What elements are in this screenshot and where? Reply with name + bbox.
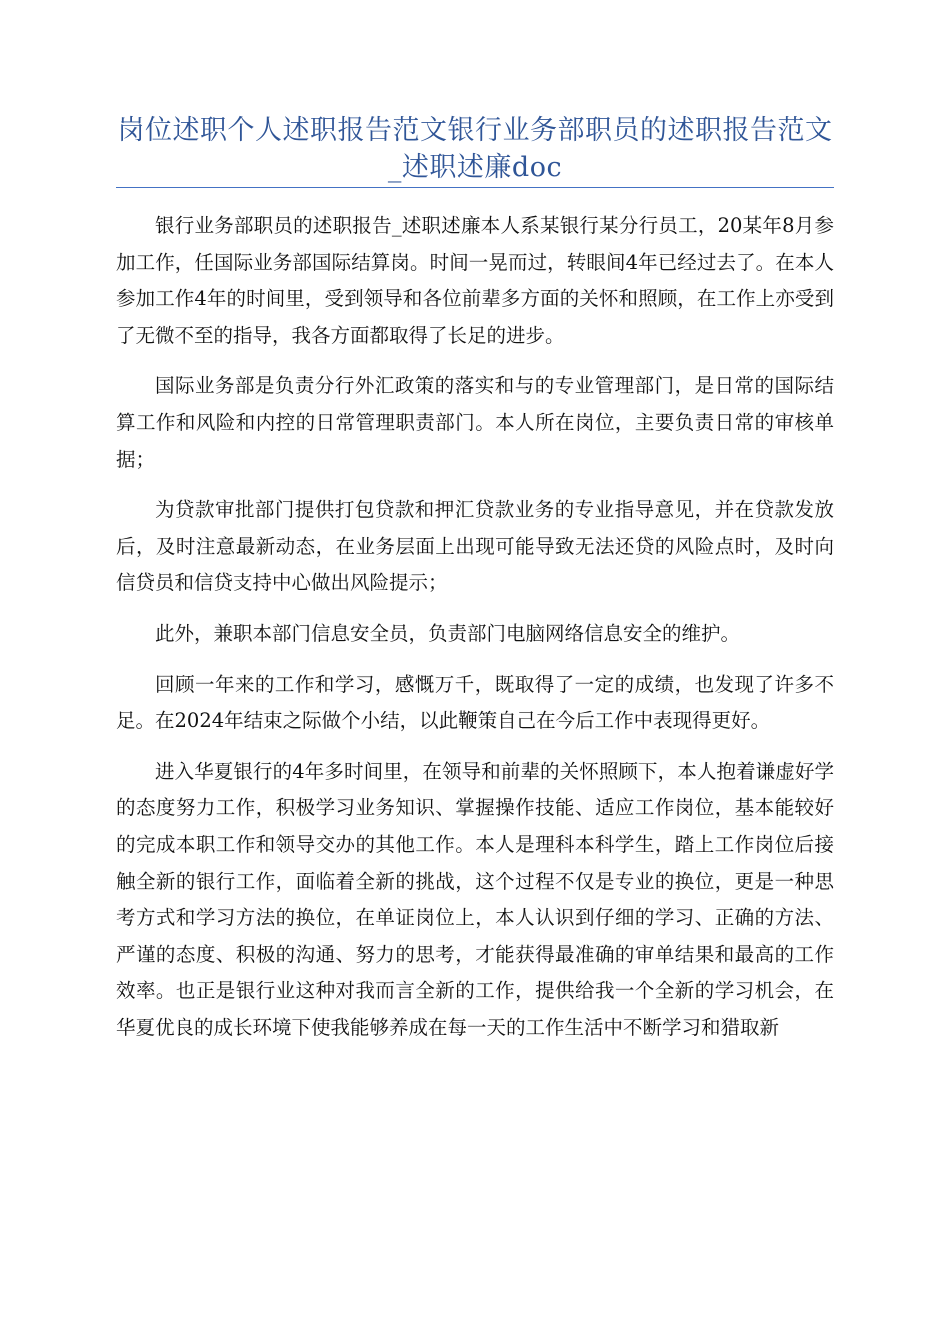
paragraph-1: 银行业务部职员的述职报告_述职述廉本人系某银行某分行员工，20某年8月参加工作，任国际业务部国际结算岗。时间一晃而过，转眼间4年已经过去了。在本人参加工作4年的时间里，受到领导和各位前辈多方面的关怀和照顾，在工作上亦受到了无微不至的指导，我各方面都取得了长足的进步。 [116, 214, 834, 347]
document-body [116, 208, 834, 1060]
document-title: 岗位述职个人述职报告范文银行业务部职员的述职报告范文_述职述廉doc [117, 115, 833, 183]
title-underline [116, 187, 834, 188]
paragraph-5: 回顾一年来的工作和学习，感慨万千，既取得了一定的成绩，也发现了许多不足。在2024年结束之际做个小结，以此鞭策自己在今后工作中表现得更好。 [116, 672, 834, 733]
paragraph-4: 此外，兼职本部门信息安全员，负责部门电脑网络信息安全的维护。 [155, 621, 741, 645]
paragraph-3: 为贷款审批部门提供打包贷款和押汇贷款业务的专业指导意见，并在贷款发放后，及时注意最新动态，在业务层面上出现可能导致无法还贷的风险点时，及时向信贷员和信贷支持中心做出风险提示； [116, 498, 834, 595]
paragraph-6: 进入华夏银行的4年多时间里，在领导和前辈的关怀照顾下，本人抱着谦虚好学的态度努力工作，积极学习业务知识、掌握操作技能、适应工作岗位，基本能较好的完成本职工作和领导交办的其他工作。本人是理科本科学生，踏上工作岗位后接触全新的银行工作，面临着全新的挑战，这个过程不仅是专业的换位，更是一种思考方式和学习方法的换位，在单证岗位上，本人认识到仔细的学习、正确的方法、严谨的态度、积极的沟通、努力的思考，才能获得最准确的审单结果和最高的工作效率。也正是银行业这种对我而言全新的工作，提供给我一个全新的学习机会，在华夏优良的成长环境下使我能够养成在每一天的工作生活中不断学习和猎取新 [116, 759, 834, 1039]
paragraph-2: 国际业务部是负责分行外汇政策的落实和与的专业管理部门，是日常的国际结算工作和风险和内控的日常管理职责部门。本人所在岗位，主要负责日常的审核单据； [116, 374, 834, 471]
